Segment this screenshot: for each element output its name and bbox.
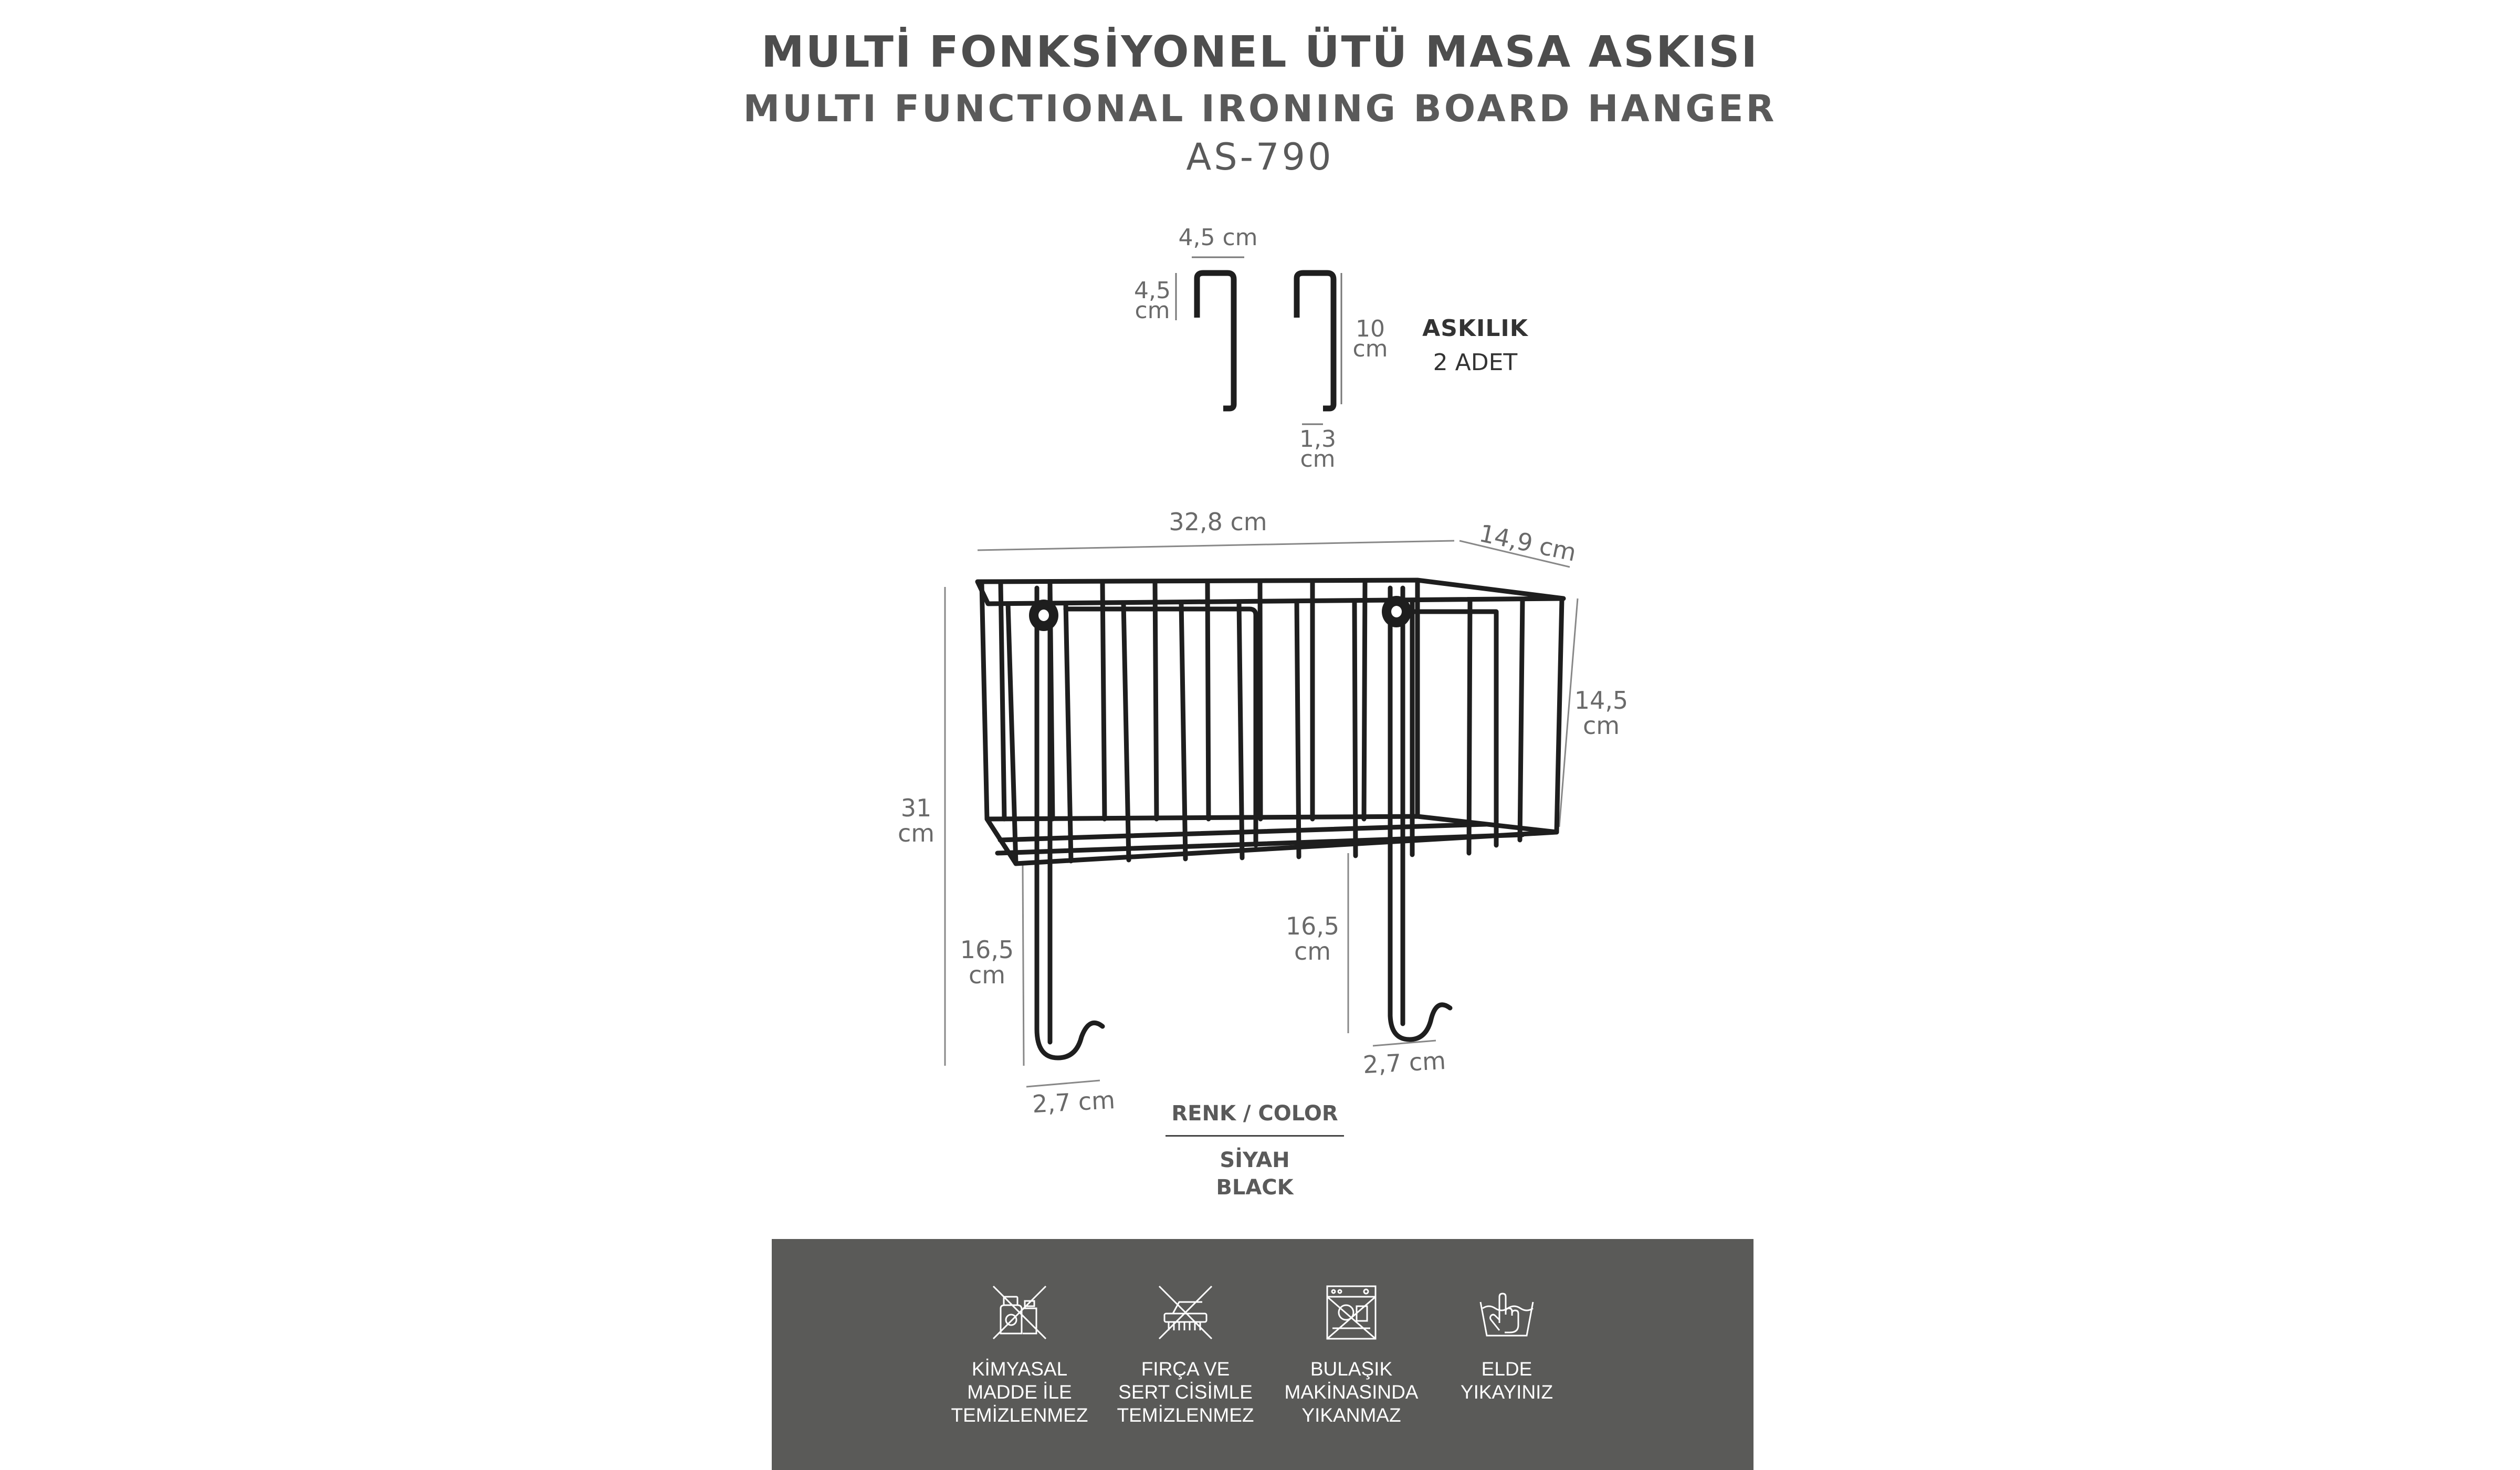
model-code: AS-790 [1186,135,1334,178]
hanger-name: ASKILIK [1422,315,1528,342]
hanger-width-label: 4,5 cm [1178,224,1258,251]
no-chemical-icon [988,1281,1051,1344]
left-hook-length-label: 16,5 cm [960,936,1014,989]
basket-height-label: 14,5 cm [1574,686,1629,740]
title-turkish: MULTİ FONKSİYONEL ÜTÜ MASA ASKISI [761,27,1759,77]
no-dishwasher-icon [1320,1281,1383,1344]
right-hook-width-label: 2,7 cm [1362,1046,1447,1079]
title-english: MULTI FUNCTIONAL IRONING BOARD HANGER [743,87,1777,130]
color-info [1155,1101,1354,1200]
basket-depth-label: 14,9 cm [1476,519,1579,567]
care-text-no-dishwasher: BULAŞIK MAKİNASINDA YIKANMAZ [1284,1358,1419,1426]
care-text-no-chemical: KİMYASAL MADDE İLE TEMİZLENMEZ [951,1358,1088,1426]
care-item-no-brush [1107,1281,1264,1427]
hanger-quantity: 2 ADET [1433,349,1518,376]
left-hook-width-label: 2,7 cm [1031,1085,1116,1119]
care-instructions-panel [772,1239,1754,1470]
color-value-tr: SİYAH [1220,1148,1290,1172]
care-text-no-brush: FIRÇA VE SERT CİSİMLE TEMİZLENMEZ [1117,1358,1254,1426]
hanger-thickness-label: 1,3 cm [1299,426,1336,472]
care-text-hand-wash: ELDE YIKAYINIZ [1460,1358,1553,1403]
right-hook-length-label: 16,5 cm [1285,912,1340,965]
wire-basket [978,580,1563,1058]
over-door-hooks [1197,273,1334,408]
care-item-no-chemical [941,1281,1098,1427]
color-value-en: BLACK [1216,1175,1294,1200]
hanger-total-height-label: 10 cm [1352,316,1388,362]
hand-wash-icon [1475,1281,1538,1344]
hanger-small-height-label: 4,5 cm [1134,277,1171,324]
hanger-info [1344,315,1606,376]
care-item-no-dishwasher [1273,1281,1430,1427]
basket-width-label: 32,8 cm [1169,508,1267,536]
color-heading: RENK / COLOR [1166,1101,1344,1137]
hanger-dimension-lines [1176,257,1341,424]
total-height-label: 31 cm [897,794,935,847]
no-brush-icon [1154,1281,1217,1344]
care-item-hand-wash [1438,1281,1575,1404]
